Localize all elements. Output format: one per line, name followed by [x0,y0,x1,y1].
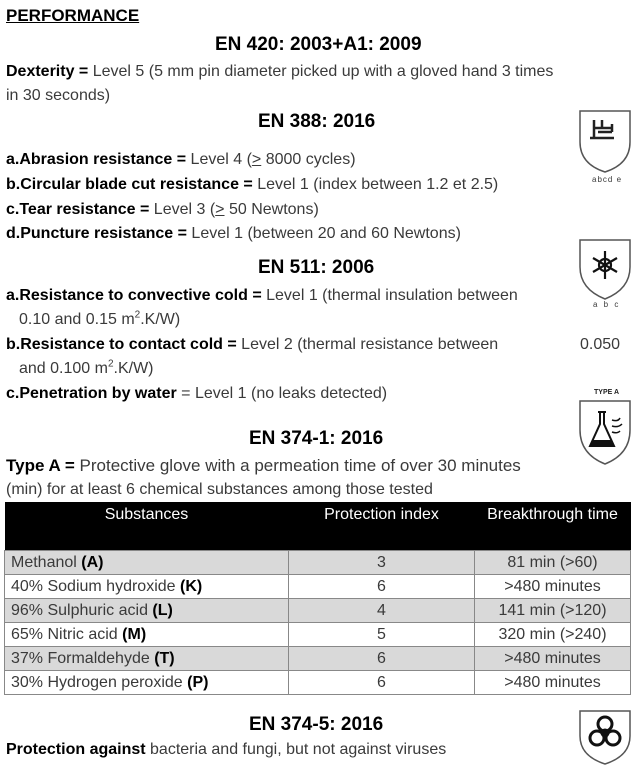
performance-heading: PERFORMANCE [6,6,140,25]
en511-title: EN 511: 2006 [258,257,375,278]
blade-cut-label: b.Circular blade cut resistance = [6,176,253,193]
mechanical-hazard-shield-icon [578,108,632,179]
breakthrough-time-cell: 81 min (>60) [475,551,631,575]
cold-snowflake-shield-icon [578,237,632,306]
contact-cold-text-2: and 0.100 m [19,360,108,377]
substance-cell [5,551,289,575]
en511-icon-caption: a b c [593,300,621,309]
substance-cell [5,671,289,695]
convective-cold-text-3: .K/W) [140,311,181,328]
header-breakthrough-time: Breakthrough time [475,502,631,551]
type-a-text: Protective glove with a permeation time of over 30 minutes [74,456,521,475]
abrasion-text-post: 8000 cycles) [261,151,356,168]
substances-table [4,502,631,695]
substance-code: (P) [187,674,209,691]
table-row [5,575,631,599]
convective-cold-text-2: 0.10 and 0.15 m [19,311,135,328]
abrasion-ge: > [251,151,262,168]
convective-cold-label: a.Resistance to convective cold = [6,287,262,304]
type-a-label: Type A = [6,456,75,475]
convective-cold-line-2 [19,311,180,329]
convective-cold-sup: 2 [134,309,141,321]
blade-cut-text: Level 1 (index between 1.2 et 2.5) [252,176,499,193]
dexterity-line-2: in 30 seconds) [6,87,111,104]
puncture-label: d.Puncture resistance = [6,225,187,242]
puncture-text: Level 1 (between 20 and 60 Newtons) [186,225,461,242]
breakthrough-time-cell: >480 minutes [475,647,631,671]
substance-cell [5,647,289,671]
protection-index-cell: 3 [289,551,475,575]
contact-cold-text: Level 2 (thermal resistance between [236,336,499,353]
chemical-flask-shield-icon [578,398,632,471]
tear-ge: > [215,201,225,218]
breakthrough-time-cell: >480 minutes [475,575,631,599]
en374-5-label: Protection against [6,741,146,758]
substance-code: (L) [152,602,173,619]
convective-cold-text: Level 1 (thermal insulation between [261,287,518,304]
table-row [5,623,631,647]
en420-title: EN 420: 2003+A1: 2009 [215,34,422,55]
water-penetration-label: c.Penetration by water [6,385,177,402]
protection-index-cell: 5 [289,623,475,647]
tear-text-pre: Level 3 ( [149,201,216,218]
substance-cell [5,623,289,647]
contact-cold-text-3: .K/W) [113,360,154,377]
dexterity-line-1 [6,63,553,81]
table-row [5,551,631,575]
table-row [5,599,631,623]
water-penetration-line [6,385,387,403]
substance-code: (A) [81,554,104,571]
substance-code: (T) [154,650,175,667]
contact-cold-label: b.Resistance to contact cold = [6,336,237,353]
en388-title: EN 388: 2016 [258,111,376,132]
en374-5-line [6,741,446,759]
tear-text-post: 50 Newtons) [224,201,319,218]
protection-index-cell: 6 [289,671,475,695]
en388-icon-caption: abcd e [592,175,623,184]
abrasion-line [6,151,356,169]
contact-cold-line-2 [19,360,154,378]
tear-line [6,201,319,219]
puncture-line [6,225,461,243]
convective-cold-line-1 [6,287,518,305]
table-header-row [5,502,631,551]
contact-cold-line-1 [6,336,498,354]
en374-5-text: bacteria and fungi, but not against viruses [145,741,447,758]
type-a-line-1 [6,456,521,476]
header-protection-index: Protection index [289,502,475,551]
dexterity-text: Level 5 (5 mm pin diameter picked up with a gloved hand 3 times [88,63,554,80]
table-row [5,671,631,695]
blade-cut-line [6,176,498,194]
biohazard-shield-icon [578,708,632,771]
abrasion-label: a.Abrasion resistance = [6,151,187,168]
protection-index-cell: 6 [289,575,475,599]
tear-label: c.Tear resistance = [6,201,150,218]
type-a-line-2: (min) for at least 6 chemical substances among those tested [6,481,433,498]
protection-index-cell: 4 [289,599,475,623]
substance-code: (M) [122,626,147,643]
en374-1-icon-caption: TYPE A [594,389,620,396]
substance-code: (K) [179,578,203,595]
en374-1-title: EN 374-1: 2016 [249,428,384,449]
breakthrough-time-cell: 320 min (>240) [475,623,631,647]
water-penetration-text: = Level 1 (no leaks detected) [176,385,388,402]
breakthrough-time-cell: 141 min (>120) [475,599,631,623]
dexterity-label: Dexterity = [6,63,89,80]
table-row [5,647,631,671]
substance-cell [5,575,289,599]
abrasion-text-pre: Level 4 ( [186,151,252,168]
substance-name: 40% Sodium hydroxide [11,578,180,595]
substance-name: 65% Nitric acid [11,626,123,643]
substance-name: 96% Sulphuric acid [11,602,153,619]
protection-index-cell: 6 [289,647,475,671]
breakthrough-time-cell: >480 minutes [475,671,631,695]
header-substances: Substances [5,502,289,551]
contact-cold-side-value: 0.050 [580,336,621,353]
en374-5-title: EN 374-5: 2016 [249,714,384,735]
substance-name: 30% Hydrogen peroxide [11,674,188,691]
substance-name: 37% Formaldehyde [11,650,155,667]
substance-name: Methanol [11,554,82,571]
substance-cell [5,599,289,623]
contact-cold-sup: 2 [107,358,114,370]
